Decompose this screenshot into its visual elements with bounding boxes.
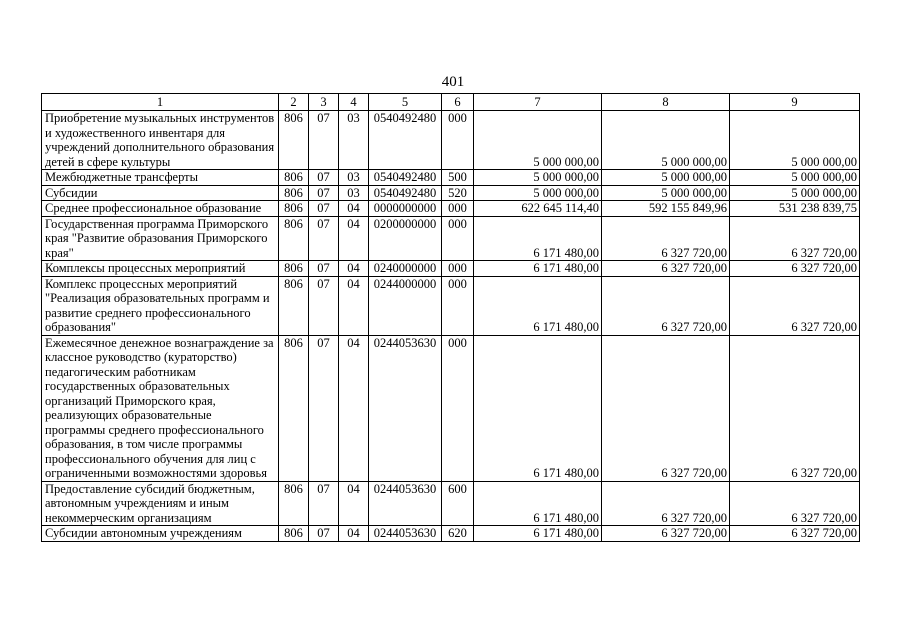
target-article-cell: 0244053630 <box>369 481 442 526</box>
column-header: 4 <box>339 94 369 111</box>
amount-col7-cell: 6 171 480,00 <box>474 335 602 481</box>
admin-code-cell: 806 <box>279 170 309 186</box>
column-header: 3 <box>309 94 339 111</box>
column-header: 8 <box>602 94 730 111</box>
row-name-cell: Ежемесячное денежное вознаграждение за классное руководство (кураторство) педагогическим работникам государственных образовательных организаций Приморского края, реализующих образовательные программы среднего профессионального образования, в том числе программы профессионального обучения для лиц с ограниченными возможностями здоровья <box>42 335 279 481</box>
amount-col7-cell: 6 171 480,00 <box>474 261 602 277</box>
amount-col8-cell: 5 000 000,00 <box>602 170 730 186</box>
amount-col7-cell: 6 171 480,00 <box>474 481 602 526</box>
table-row <box>42 261 860 277</box>
table-row <box>42 335 860 481</box>
admin-code-cell: 806 <box>279 216 309 261</box>
row-name-cell: Субсидии <box>42 185 279 201</box>
amount-col7-cell: 5 000 000,00 <box>474 185 602 201</box>
expense-type-cell: 520 <box>442 185 474 201</box>
amount-col8-cell: 6 327 720,00 <box>602 526 730 542</box>
section-code-cell: 07 <box>309 201 339 217</box>
amount-col8-cell: 5 000 000,00 <box>602 111 730 170</box>
section-code-cell: 07 <box>309 170 339 186</box>
expense-type-cell: 620 <box>442 526 474 542</box>
row-name-cell: Субсидии автономным учреждениям <box>42 526 279 542</box>
amount-col8-cell: 6 327 720,00 <box>602 481 730 526</box>
row-name-cell: Приобретение музыкальных инструментов и художественного инвентаря для учреждений дополнительного образования детей в сфере культуры <box>42 111 279 170</box>
section-code-cell: 07 <box>309 261 339 277</box>
expense-type-cell: 000 <box>442 111 474 170</box>
amount-col8-cell: 6 327 720,00 <box>602 335 730 481</box>
subsection-code-cell: 04 <box>339 276 369 335</box>
amount-col8-cell: 6 327 720,00 <box>602 261 730 277</box>
expense-type-cell: 000 <box>442 201 474 217</box>
row-name-cell: Среднее профессиональное образование <box>42 201 279 217</box>
row-name-cell: Предоставление субсидий бюджетным, автономным учреждениям и иным некоммерческим организациям <box>42 481 279 526</box>
target-article-cell: 0240000000 <box>369 261 442 277</box>
admin-code-cell: 806 <box>279 261 309 277</box>
amount-col7-cell: 6 171 480,00 <box>474 526 602 542</box>
admin-code-cell: 806 <box>279 335 309 481</box>
amount-col7-cell: 622 645 114,40 <box>474 201 602 217</box>
expense-type-cell: 000 <box>442 216 474 261</box>
amount-col8-cell: 6 327 720,00 <box>602 276 730 335</box>
expense-type-cell: 000 <box>442 335 474 481</box>
expense-type-cell: 600 <box>442 481 474 526</box>
admin-code-cell: 806 <box>279 201 309 217</box>
section-code-cell: 07 <box>309 335 339 481</box>
row-name-cell: Межбюджетные трансферты <box>42 170 279 186</box>
target-article-cell: 0540492480 <box>369 111 442 170</box>
amount-col9-cell: 6 327 720,00 <box>730 261 860 277</box>
admin-code-cell: 806 <box>279 185 309 201</box>
amount-col9-cell: 6 327 720,00 <box>730 481 860 526</box>
table-row <box>42 216 860 261</box>
target-article-cell: 0200000000 <box>369 216 442 261</box>
section-code-cell: 07 <box>309 481 339 526</box>
section-code-cell: 07 <box>309 276 339 335</box>
subsection-code-cell: 04 <box>339 335 369 481</box>
amount-col9-cell: 5 000 000,00 <box>730 111 860 170</box>
amount-col9-cell: 5 000 000,00 <box>730 170 860 186</box>
amount-col9-cell: 531 238 839,75 <box>730 201 860 217</box>
target-article-cell: 0244053630 <box>369 526 442 542</box>
target-article-cell: 0540492480 <box>369 185 442 201</box>
table-row <box>42 276 860 335</box>
amount-col7-cell: 5 000 000,00 <box>474 170 602 186</box>
admin-code-cell: 806 <box>279 276 309 335</box>
table-row <box>42 111 860 170</box>
subsection-code-cell: 03 <box>339 185 369 201</box>
target-article-cell: 0244053630 <box>369 335 442 481</box>
subsection-code-cell: 04 <box>339 261 369 277</box>
row-name-cell: Комплексы процессных мероприятий <box>42 261 279 277</box>
amount-col9-cell: 6 327 720,00 <box>730 276 860 335</box>
admin-code-cell: 806 <box>279 111 309 170</box>
page-number: 401 <box>441 74 465 90</box>
subsection-code-cell: 04 <box>339 481 369 526</box>
amount-col9-cell: 6 327 720,00 <box>730 526 860 542</box>
subsection-code-cell: 04 <box>339 526 369 542</box>
subsection-code-cell: 03 <box>339 170 369 186</box>
section-code-cell: 07 <box>309 185 339 201</box>
amount-col7-cell: 5 000 000,00 <box>474 111 602 170</box>
amount-col9-cell: 6 327 720,00 <box>730 216 860 261</box>
row-name-cell: Государственная программа Приморского края "Развитие образования Приморского края" <box>42 216 279 261</box>
column-header: 9 <box>730 94 860 111</box>
column-header: 1 <box>42 94 279 111</box>
row-name-cell: Комплекс процессных мероприятий "Реализация образовательных программ и развитие среднего профессионального образования" <box>42 276 279 335</box>
table-row <box>42 185 860 201</box>
table-header-row <box>42 94 860 111</box>
amount-col7-cell: 6 171 480,00 <box>474 276 602 335</box>
column-header: 2 <box>279 94 309 111</box>
table-row <box>42 526 860 542</box>
table-row <box>42 201 860 217</box>
column-header: 6 <box>442 94 474 111</box>
amount-col8-cell: 592 155 849,96 <box>602 201 730 217</box>
expense-type-cell: 500 <box>442 170 474 186</box>
section-code-cell: 07 <box>309 111 339 170</box>
subsection-code-cell: 04 <box>339 216 369 261</box>
column-header: 7 <box>474 94 602 111</box>
amount-col8-cell: 6 327 720,00 <box>602 216 730 261</box>
amount-col9-cell: 6 327 720,00 <box>730 335 860 481</box>
amount-col8-cell: 5 000 000,00 <box>602 185 730 201</box>
target-article-cell: 0244000000 <box>369 276 442 335</box>
admin-code-cell: 806 <box>279 526 309 542</box>
section-code-cell: 07 <box>309 526 339 542</box>
admin-code-cell: 806 <box>279 481 309 526</box>
subsection-code-cell: 03 <box>339 111 369 170</box>
target-article-cell: 0540492480 <box>369 170 442 186</box>
amount-col9-cell: 5 000 000,00 <box>730 185 860 201</box>
expense-type-cell: 000 <box>442 261 474 277</box>
expense-type-cell: 000 <box>442 276 474 335</box>
target-article-cell: 0000000000 <box>369 201 442 217</box>
section-code-cell: 07 <box>309 216 339 261</box>
amount-col7-cell: 6 171 480,00 <box>474 216 602 261</box>
subsection-code-cell: 04 <box>339 201 369 217</box>
table-row <box>42 170 860 186</box>
budget-table <box>41 93 860 542</box>
column-header: 5 <box>369 94 442 111</box>
table-row <box>42 481 860 526</box>
